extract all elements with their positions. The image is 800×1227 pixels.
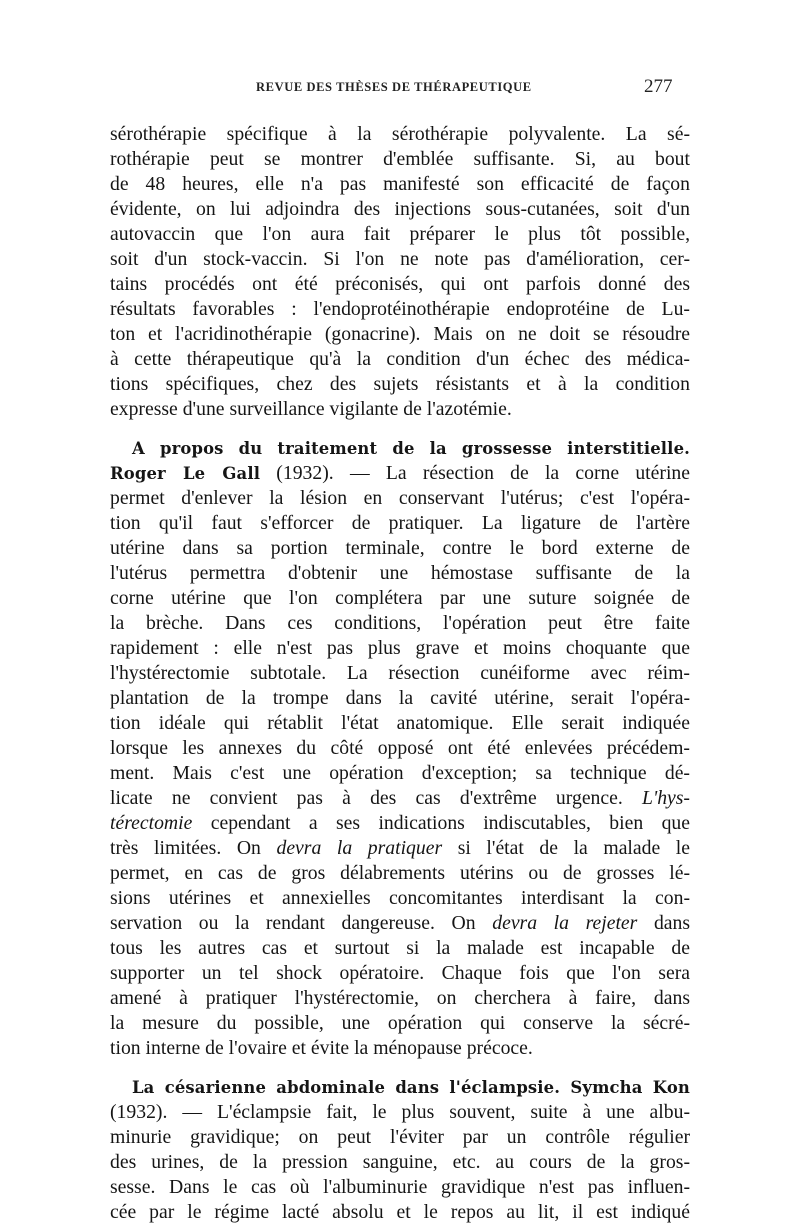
text-line [110, 786, 690, 811]
text-line [110, 911, 690, 936]
journal-title: REVUE DES THÈSES DE THÉRAPEUTIQUE [256, 80, 532, 94]
section-title: A propos du traitement de la grossesse interstitielle. [132, 439, 690, 458]
text-line: amené à pratiquer l'hystérectomie, on cherchera à faire, dans [110, 987, 690, 1009]
running-header [0, 76, 800, 100]
italic-run: térectomie [110, 812, 193, 834]
text-line [110, 836, 690, 861]
text-run: licate ne convient pas à des cas d'extrême urgence. [110, 787, 623, 809]
text-line: tions spécifiques, chez des sujets résistants et à la condition [110, 373, 690, 395]
text-line: cée par le régime lacté absolu et le repos au lit, il est indiqué [110, 1201, 690, 1223]
author-name: Symcha Kon [560, 1078, 690, 1097]
author-name: Roger Le Gall [110, 464, 261, 483]
text-line: tion qu'il faut s'efforcer de pratiquer. La ligature de l'artère [110, 512, 690, 534]
text-line: corne utérine que l'on complétera par une suture soignée de [110, 587, 690, 609]
text-line: tous les autres cas et surtout si la malade est incapable de [110, 937, 690, 959]
text-line: (1932). — L'éclampsie fait, le plus souvent, suite à une albu- [110, 1101, 690, 1123]
text-line: sesse. Dans le cas où l'albuminurie gravidique n'est pas influen- [110, 1176, 690, 1198]
text-line [110, 811, 690, 836]
text-line: ton et l'acridinothérapie (gonacrine). Mais on ne doit se résoudre [110, 323, 690, 345]
text-line: lorsque les annexes du côté opposé ont été enlevées précédem- [110, 737, 690, 759]
text-line: tains procédés ont été préconisés, qui ont parfois donné des [110, 273, 690, 295]
text-run: (1932). — La résection de la corne utérine [260, 462, 690, 484]
italic-run: devra la rejeter [492, 912, 638, 934]
text-line: permet, en cas de gros délabrements utérins ou de grosses lé- [110, 862, 690, 884]
text-line: soit d'un stock-vaccin. Si l'on ne note pas d'amélioration, cer- [110, 248, 690, 270]
text-line: la brèche. Dans ces conditions, l'opération peut être faite [110, 612, 690, 634]
text-line: rapidement : elle n'est pas plus grave et moins choquante que [110, 637, 690, 659]
text-line: l'hystérectomie subtotale. La résection cunéiforme avec réim- [110, 662, 690, 684]
text-line: autovaccin que l'on aura fait préparer le plus tôt possible, [110, 223, 690, 245]
italic-run: devra la pratiquer [276, 837, 443, 859]
text-line: minurie gravidique; on peut l'éviter par un contrôle régulier [110, 1126, 690, 1148]
text-line: des urines, de la pression sanguine, etc. au cours de la gros- [110, 1151, 690, 1173]
text-line: expresse d'une surveillance vigilante de l'azotémie. [110, 398, 512, 420]
italic-run: L'hys- [642, 787, 690, 809]
text-line: la mesure du possible, une opération qui conserve la sécré- [110, 1012, 690, 1034]
text-line: sérothérapie spécifique à la sérothérapie polyvalente. La sé- [110, 123, 690, 145]
text-run: dans [653, 912, 691, 934]
text-line: sions utérines et annexielles concomitantes interdisant la con- [110, 887, 690, 909]
section-heading [110, 436, 690, 461]
text-run: servation ou la rendant dangereuse. On [110, 912, 476, 934]
text-line: permet d'enlever la lésion en conservant l'utérus; c'est l'opéra- [110, 487, 690, 509]
text-run: si l'état de la malade le [457, 837, 690, 859]
text-run: très limitées. On [110, 837, 261, 859]
text-line: tion interne de l'ovaire et évite la ménopause précoce. [110, 1037, 533, 1059]
text-line: tion idéale qui rétablit l'état anatomique. Elle serait indiquée [110, 712, 690, 734]
text-line: utérine dans sa portion terminale, contre le bord externe de [110, 537, 690, 559]
text-line: de 48 heures, elle n'a pas manifesté son efficacité de façon [110, 173, 690, 195]
section-heading [110, 1075, 690, 1100]
text-line [110, 461, 690, 486]
text-line: évidente, on lui adjoindra des injections sous-cutanées, soit d'un [110, 198, 690, 220]
text-line: à cette thérapeutique qu'à la condition d'un échec des médica- [110, 348, 690, 370]
text-line: supporter un tel shock opératoire. Chaque fois que l'on sera [110, 962, 690, 984]
text-line: ment. Mais c'est une opération d'exception; sa technique dé- [110, 762, 690, 784]
text-line: l'utérus permettra d'obtenir une hémostase suffisante de la [110, 562, 690, 584]
text-run: cependant a ses indications indiscutables, bien que [210, 812, 690, 834]
text-line: rothérapie peut se montrer d'emblée suffisante. Si, au bout [110, 148, 690, 170]
text-line: résultats favorables : l'endoprotéinothérapie endoprotéine de Lu- [110, 298, 690, 320]
text-line: plantation de la trompe dans la cavité utérine, serait l'opéra- [110, 687, 690, 709]
section-title: La césarienne abdominale dans l'éclampsie. [132, 1078, 561, 1097]
page-number: 277 [644, 76, 673, 97]
